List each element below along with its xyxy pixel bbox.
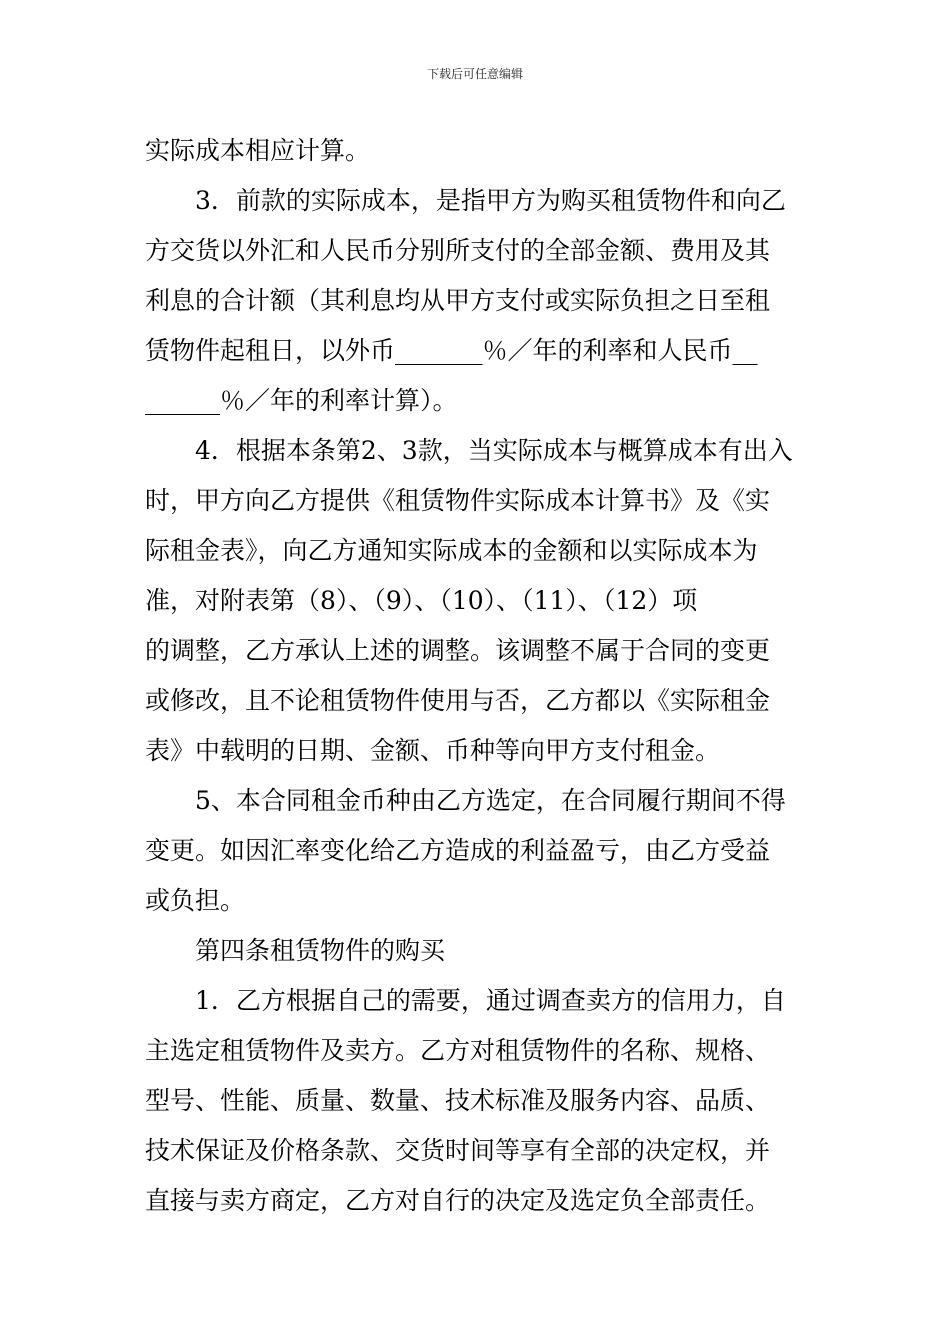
text-line: 直接与卖方商定，乙方对自行的决定及选定负全部责任。 bbox=[145, 1186, 771, 1215]
document-body bbox=[145, 126, 811, 1226]
text-line: 型号、性能、质量、数量、技术标准及服务内容、品质、 bbox=[145, 1086, 771, 1115]
text-line: 4．根据本条第2、3款，当实际成本与概算成本有出入 bbox=[195, 436, 793, 465]
text-line: 技术保证及价格条款、交货时间等享有全部的决定权，并 bbox=[145, 1136, 771, 1165]
text-line: 表》中载明的日期、金额、币种等向甲方支付租金。 bbox=[145, 736, 721, 765]
text-line: 1．乙方根据自己的需要，通过调查卖方的信用力，自 bbox=[195, 986, 786, 1015]
page-header: 下载后可任意编辑 bbox=[426, 67, 523, 81]
text-line: 时，甲方向乙方提供《租赁物件实际成本计算书》及《实 bbox=[145, 486, 771, 515]
text-line: 实际成本相应计算。 bbox=[145, 136, 371, 165]
text-line: 变更。如因汇率变化给乙方造成的利益盈亏，由乙方受益 bbox=[145, 836, 771, 865]
section-heading: 第四条租赁物件的购买 bbox=[195, 936, 446, 965]
text-line: 的调整，乙方承认上述的调整。该调整不属于合同的变更 bbox=[145, 636, 771, 665]
text-line: 利息的合计额（其利息均从甲方支付或实际负担之日至租 bbox=[145, 286, 771, 315]
text-line: 5、本合同租金币种由乙方选定，在合同履行期间不得 bbox=[195, 786, 786, 815]
text-line: 赁物件起租日，以外币_______％／年的利率和人民币__ bbox=[145, 336, 758, 365]
text-line: 际租金表》，向乙方通知实际成本的金额和以实际成本为 bbox=[145, 536, 758, 565]
text-line: 方交货以外汇和人民币分别所支付的全部金额、费用及其 bbox=[145, 236, 771, 265]
text-line: 准，对附表第（8）、（9）、（10）、（11）、（12）项 bbox=[145, 586, 698, 615]
text-line: ______％／年的利率计算）。 bbox=[145, 386, 458, 415]
text-line: 或修改，且不论租赁物件使用与否，乙方都以《实际租金 bbox=[145, 686, 771, 715]
text-line: 或负担。 bbox=[145, 886, 246, 915]
text-line: 3．前款的实际成本，是指甲方为购买租赁物件和向乙 bbox=[195, 186, 786, 215]
text-line: 主选定租赁物件及卖方。乙方对租赁物件的名称、规格、 bbox=[145, 1036, 771, 1065]
